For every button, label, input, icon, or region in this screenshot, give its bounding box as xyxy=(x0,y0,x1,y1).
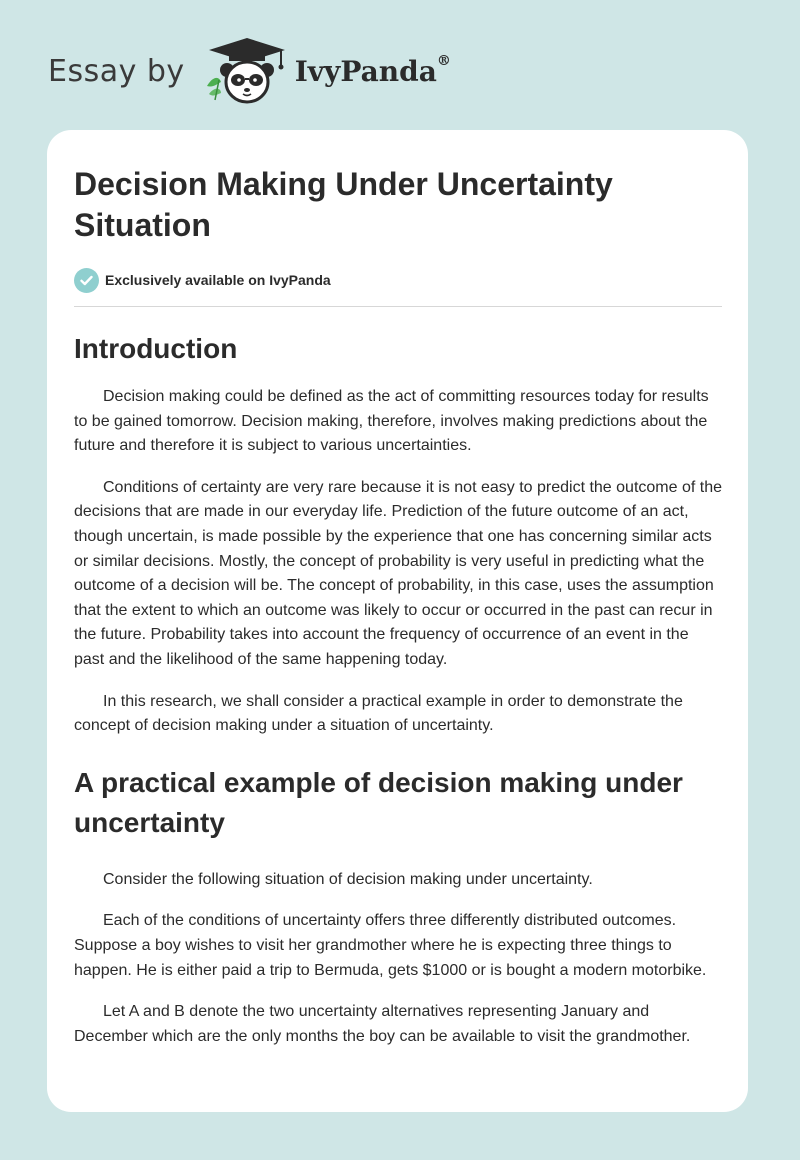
essay-card xyxy=(47,130,748,1112)
check-icon xyxy=(74,268,99,293)
paragraph: Decision making could be defined as the act of committing resources today for results to be gained tomorrow. Decision making, therefore, involves making predictions about the future and therefore it is subject to various uncertainties. xyxy=(74,388,709,455)
paragraph: Let A and B denote the two uncertainty alternatives representing January and December which are the only months the boy can be available to visit the grandmother. xyxy=(74,1003,691,1045)
exclusive-label: Exclusively available on IvyPanda xyxy=(105,272,331,288)
divider xyxy=(74,306,722,307)
brand-name xyxy=(294,52,451,88)
section-heading-practical-example: A practical example of decision making under uncertainty xyxy=(74,766,683,838)
paragraph: Consider the following situation of decision making under uncertainty. xyxy=(103,870,593,888)
registered-mark: ® xyxy=(436,52,451,69)
essay-by-label: Essay by xyxy=(48,53,185,89)
exclusive-badge xyxy=(74,267,722,293)
page-title: Decision Making Under Uncertainty Situation xyxy=(74,166,613,243)
paragraph: Each of the conditions of uncertainty offers three differently distributed outcomes. Suppose a boy wishes to visit her grandmother where he is expecting three things to happen. He is either paid a trip to Bermuda, gets $1000 or is bought a modern motorbike. xyxy=(74,912,707,979)
section-heading-introduction: Introduction xyxy=(74,333,238,364)
panda-graduate-icon xyxy=(201,36,289,106)
brand-label: IvyPanda xyxy=(294,54,437,88)
paragraph: In this research, we shall consider a practical example in order to demonstrate the concept of decision making under a situation of uncertainty. xyxy=(74,692,683,735)
paragraph: Conditions of certainty are very rare because it is not easy to predict the outcome of the decisions that are made in our everyday life. Prediction of the future outcome of an act, though uncertain, is made possible by the experience that one has concerning similar acts or similar decisions. Mostly, the concept of probability is very useful in predicting what the outcome of a decision will be. The concept of probability, in this case, uses the assumption that the extent to which an outcome was likely to occur or occurred in the past can recur in the future. Probability takes into account the frequency of occurrence of an event in the past and the likelihood of the same happening today. xyxy=(74,478,722,668)
site-header xyxy=(48,36,451,106)
